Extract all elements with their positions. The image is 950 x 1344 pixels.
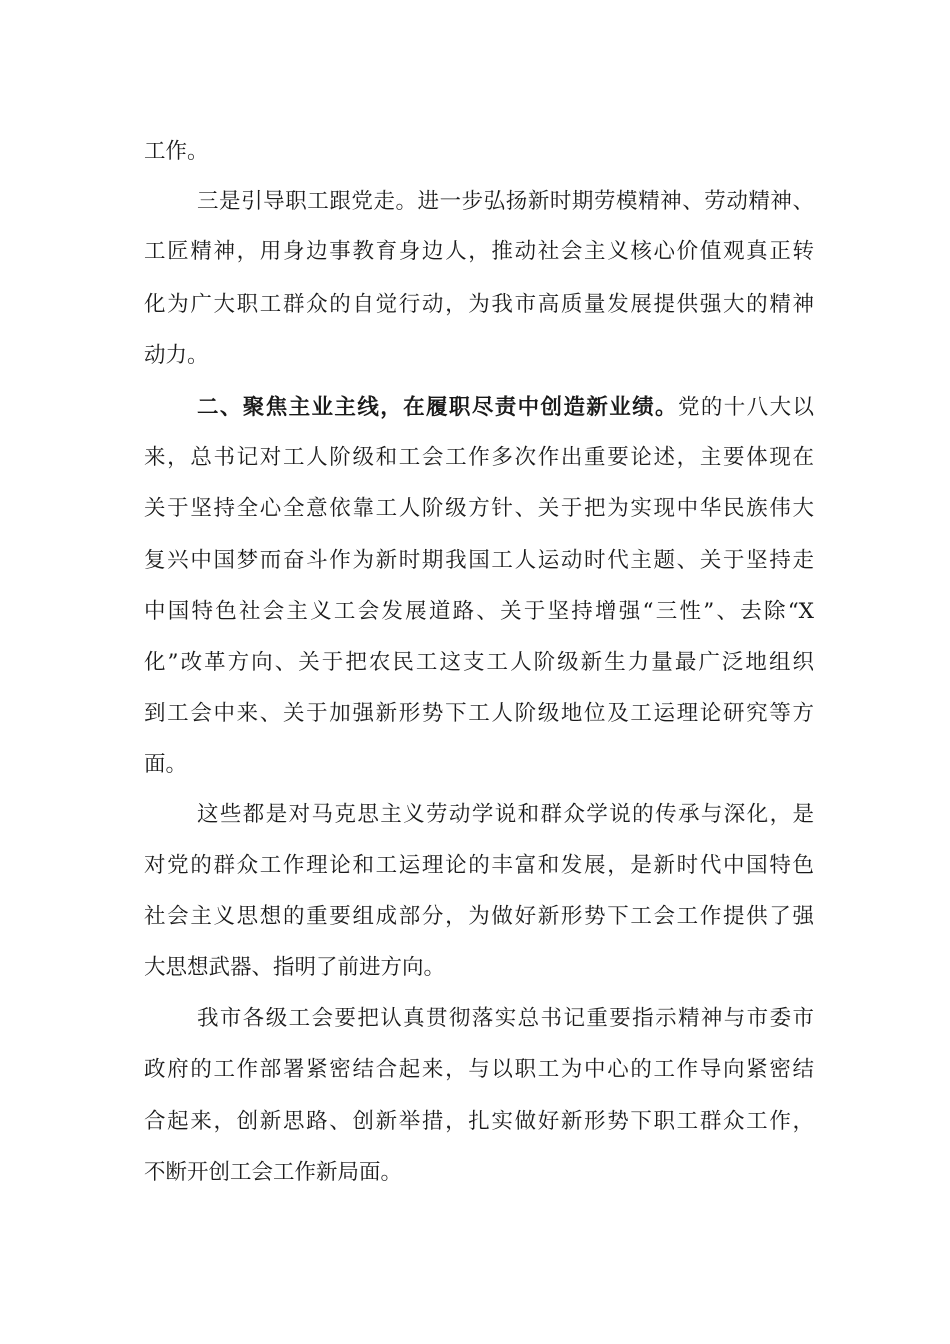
text-line-rest: 党的十八大以 — [677, 395, 814, 420]
text-line: 到工会中来、关于加强新形势下工人阶级地位及工运理论研究等方 — [144, 701, 814, 726]
text-line: 对党的群众工作理论和工运理论的丰富和发展，是新时代中国特色 — [144, 853, 814, 878]
section-heading-line — [197, 393, 814, 423]
text-line: 关于坚持全心全意依靠工人阶级方针、关于把为实现中华民族伟大 — [144, 496, 814, 521]
text-line: 化为广大职工群众的自觉行动，为我市高质量发展提供强大的精神 — [144, 292, 814, 317]
text-line: 三是引导职工跟党走。进一步弘扬新时期劳模精神、劳动精神、 — [197, 189, 814, 214]
text-line: 工匠精神，用身边事教育身边人，推动社会主义核心价值观真正转 — [144, 239, 814, 264]
section-heading: 二、聚焦主业主线，在履职尽责中创造新业绩。 — [197, 395, 678, 420]
text-line: 社会主义思想的重要组成部分，为做好新形势下工会工作提供了强 — [144, 904, 814, 929]
text-line: 化”改革方向、关于把农民工这支工人阶级新生力量最广泛地组织 — [144, 650, 814, 675]
text-line: 复兴中国梦而奋斗作为新时期我国工人运动时代主题、关于坚持走 — [144, 548, 814, 573]
text-line: 来，总书记对工人阶级和工会工作多次作出重要论述，主要体现在 — [144, 445, 814, 470]
text-line: 大思想武器、指明了前进方向。 — [144, 955, 446, 980]
text-line: 政府的工作部署紧密结合起来，与以职工为中心的工作导向紧密结 — [144, 1057, 814, 1082]
text-line: 合起来，创新思路、创新举措，扎实做好新形势下职工群众工作， — [144, 1109, 814, 1134]
text-line: 工作。 — [144, 139, 209, 164]
text-line: 面。 — [144, 752, 188, 777]
text-line: 中国特色社会主义工会发展道路、关于坚持增强“三性”、去除“X — [144, 599, 814, 624]
text-line: 这些都是对马克思主义劳动学说和群众学说的传承与深化，是 — [197, 802, 814, 827]
text-line: 我市各级工会要把认真贯彻落实总书记重要指示精神与市委市 — [197, 1006, 814, 1031]
text-line: 不断开创工会工作新局面。 — [144, 1160, 403, 1185]
text-line: 动力。 — [144, 343, 209, 368]
